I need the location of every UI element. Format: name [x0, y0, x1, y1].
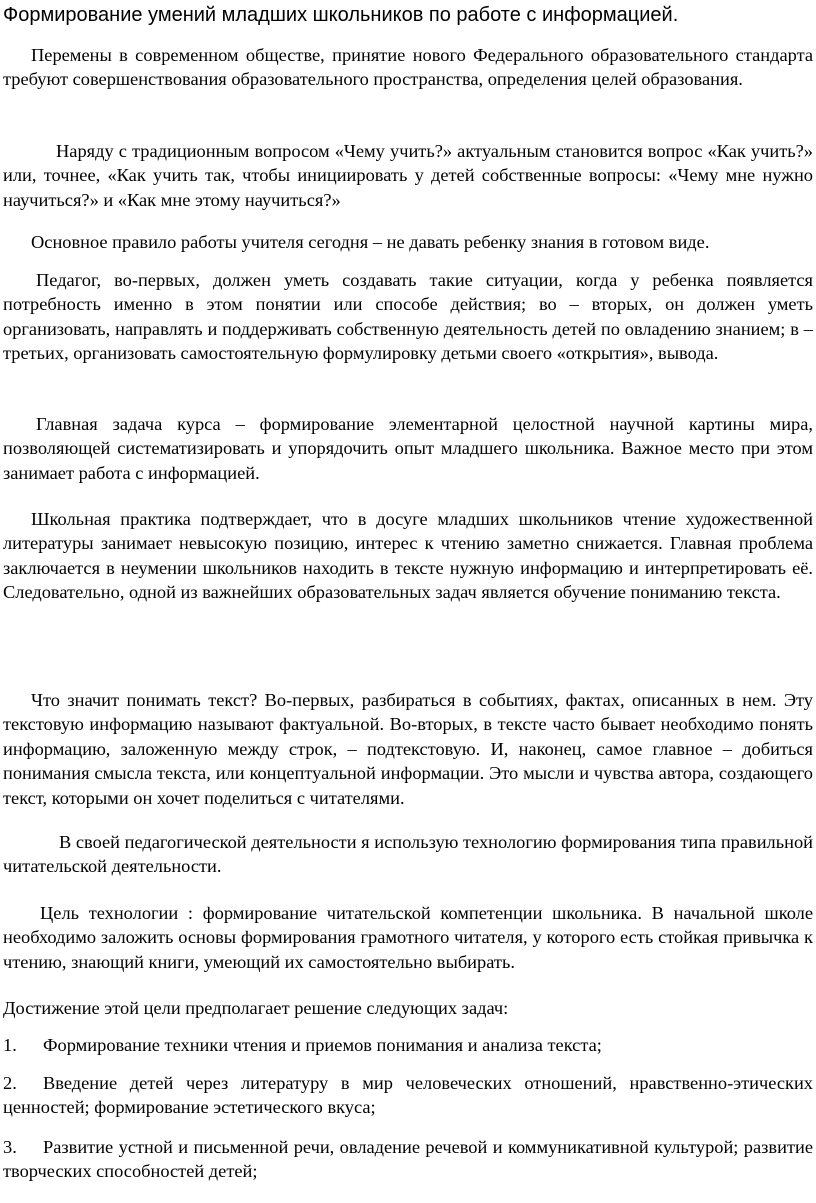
paragraph-10: Достижение этой цели предполагает решение следующих задач:: [3, 998, 509, 1018]
list-item-1: [3, 1033, 813, 1057]
paragraph-5: Главная задача курса – формирование элементарной целостной научной картины мира, позволяющей систематизировать и упорядочить опыт младшего школьника. Важное место при этом занимает работа с информацией.: [3, 414, 813, 483]
list-item-number: 1.: [3, 1035, 17, 1055]
list-item-number: 3.: [3, 1137, 17, 1157]
paragraph-6: Школьная практика подтверждает, что в досуге младших школьников чтение художественной литературы занимает невысокую позицию, интерес к чтению заметно снижается. Главная проблема заключается в неумении школьников находить в тексте нужную информацию и интерпретировать её. Следовательно, одной из важнейших образовательных задач является обучение пониманию текста.: [3, 509, 813, 603]
list-item-text: Развитие устной и письменной речи, овладение речевой и коммуникативной культурой; развитие творческих способностей детей;: [3, 1137, 813, 1182]
paragraph-1: Перемены в современном обществе, принятие нового Федерального образовательного стандарта требуют совершенствования образовательного пространства, определения целей образования.: [3, 45, 813, 90]
document-title: Формирование умений младших школьников по работе с информацией.: [3, 4, 679, 26]
paragraph-4: Педагог, во-первых, должен уметь создавать такие ситуации, когда у ребенка появляется потребность именно в этом понятии или способе действия; во – вторых, он должен уметь организовать, направлять и поддерживать собственную деятельность детей по овладению знанием; в – третьих, организовать самостоятельную формулировку детьми своего «открытия», вывода.: [3, 270, 813, 364]
list-item-number: 2.: [3, 1073, 17, 1093]
list-item-text: Формирование техники чтения и приемов понимания и анализа текста;: [43, 1035, 602, 1055]
paragraph-8: В своей педагогической деятельности я использую технологию формирования типа правильной читательской деятельности.: [3, 832, 813, 877]
list-item-text: Введение детей через литературу в мир человеческих отношений, нравственно-этических ценностей; формирование эстетического вкуса;: [3, 1073, 813, 1118]
list-item-2: [3, 1071, 813, 1120]
paragraph-9: Цель технологии : формирование читательской компетенции школьника. В начальной школе необходимо заложить основы формирования грамотного читателя, у которого есть стойкая привычка к чтению, знающий книги, умеющий их самостоятельно выбирать.: [3, 903, 813, 972]
paragraph-2: Наряду с традиционным вопросом «Чему учить?» актуальным становится вопрос «Как учить?» или, точнее, «Как учить так, чтобы инициировать у детей собственные вопросы: «Чему мне нужно научиться?» и «Как мне этому научиться?»: [3, 141, 813, 210]
paragraph-3: Основное правило работы учителя сегодня – не давать ребенку знания в готовом виде.: [31, 232, 710, 252]
list-item-3: [3, 1135, 813, 1184]
paragraph-7: Что значит понимать текст? Во-первых, разбираться в событиях, фактах, описанных в нем. Эту текстовую информацию называют фактуальной. Во-вторых, в тексте часто бывает необходимо понять информацию, заложенную между строк, – подтекстовую. И, наконец, самое главное – добиться понимания смысла текста, или концептуальной информации. Это мысли и чувства автора, создающего текст, которыми он хочет поделиться с читателями.: [3, 690, 813, 808]
